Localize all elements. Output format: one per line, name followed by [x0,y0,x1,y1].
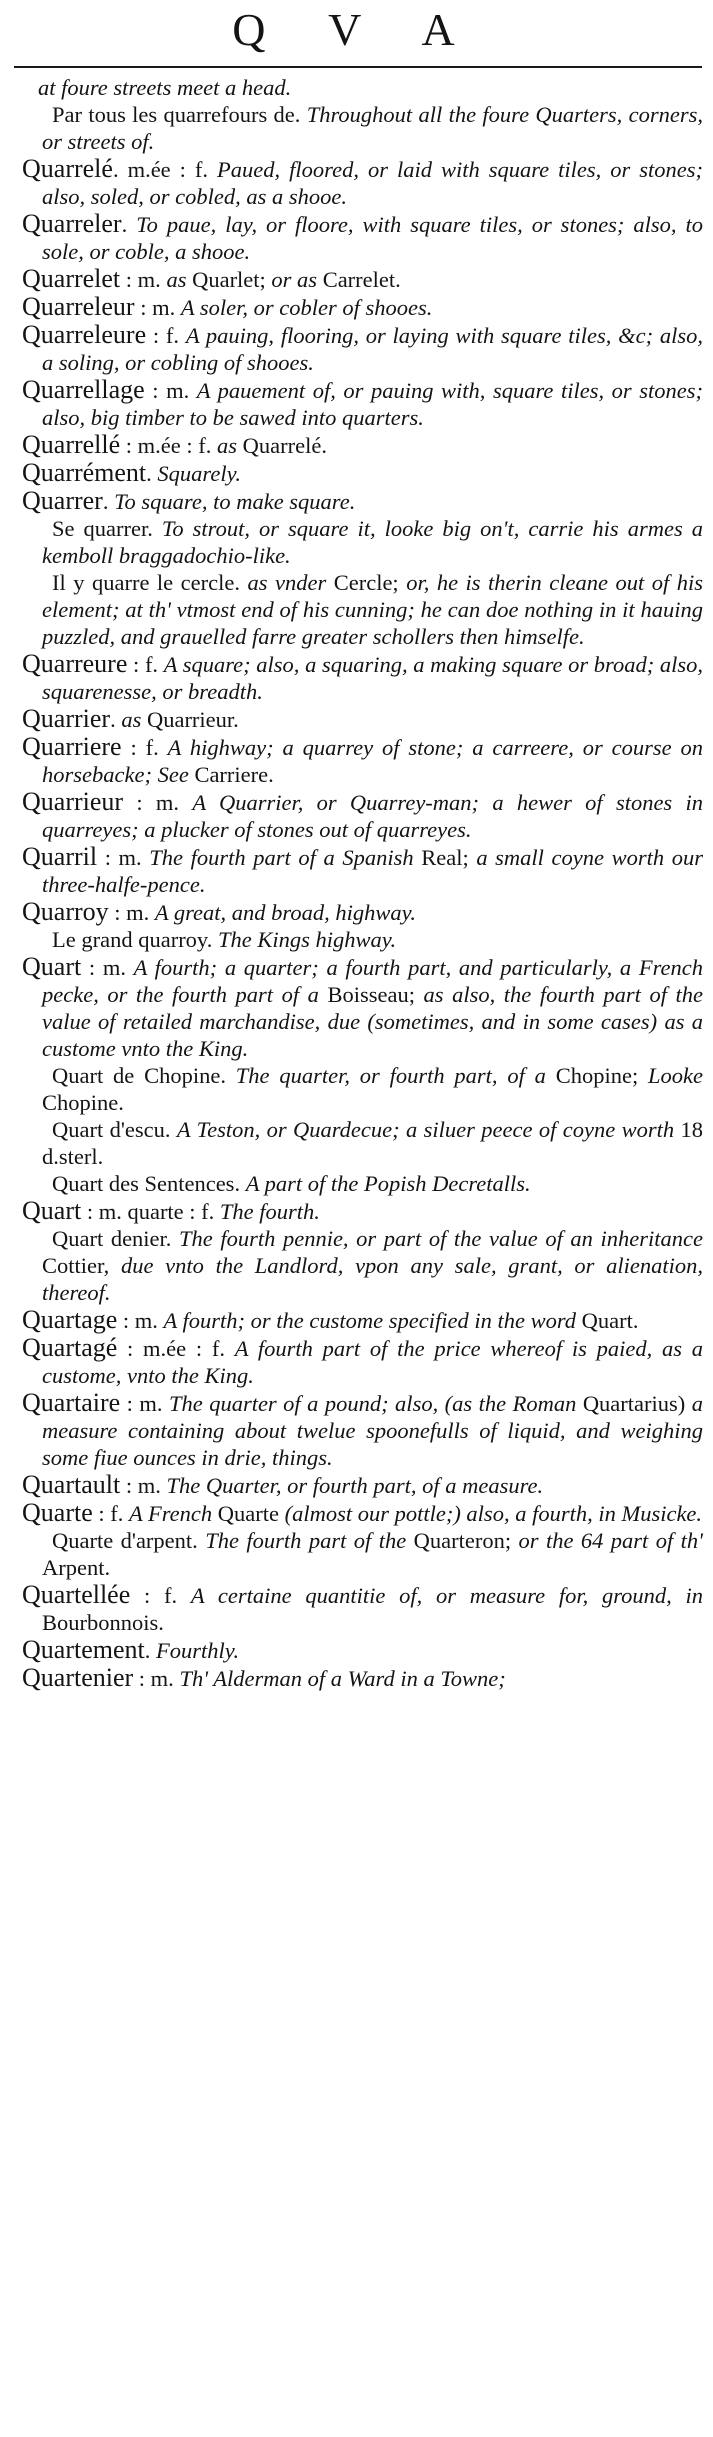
entry-text: : f. [130,1583,191,1608]
entry-definition: Fourthly. [155,1638,240,1663]
entry-definition: or the 64 part of th' [518,1528,703,1553]
dictionary-subentry [0,569,713,650]
entry-headword: Quarril [22,842,98,871]
entry-headword: Quart [22,1196,82,1225]
entry-text: : m. [134,295,181,320]
entry-headword: Quarrelet [22,264,121,293]
entry-headword: Quarrément [22,458,147,487]
entry-headword: Quarreleure [22,320,147,349]
entry-text: . [144,1638,156,1663]
entry-definition: The Quarter, or fourth part, of a measure. [166,1473,544,1498]
entry-definition: To strout, or square it, looke big on't, carrie his armes a kemboll braggadochio-like. [42,516,703,568]
dictionary-entry [0,1197,713,1225]
entry-text: Le grand quarroy. [52,927,218,952]
entry-headword: Quartage [22,1305,118,1334]
entry-text: Se quarrer. [52,516,162,541]
dictionary-entry [0,1499,713,1527]
entry-text: Quart des Sentences. [52,1171,246,1196]
entry-definition: The fourth part of the [205,1528,414,1553]
entry-text: Il y quarre le cercle. [52,570,248,595]
entry-text: Carriere. [194,762,274,787]
dictionary-subentry [0,1062,713,1116]
entry-definition: as [121,707,147,732]
entry-definition: Paued, floored, or laid with square tiles, or stones; also, soled, or cobled, as a shooe. [42,157,704,209]
entry-definition: A French [129,1501,218,1526]
entry-definition: A Quarrier, or Quarrey-man; a hewer of stones in quarreyes; a plucker of stones out of quarreyes. [42,790,703,842]
entry-headword: Quartement [22,1635,145,1664]
entry-headword: Quarreler [22,209,122,238]
entry-text: : f. [121,735,168,760]
entry-text: Par tous les [52,102,164,127]
dictionary-entry [0,843,713,898]
entry-text: Quartarius) [582,1391,692,1416]
dictionary-entry [0,1334,713,1389]
entry-text: Carrelet. [322,267,401,292]
dictionary-subentry [0,1225,713,1306]
entry-text: : m. [108,900,155,925]
entry-definition: A highway; a quarrey of stone; a carreere, or course on horsebacke; See [42,735,704,787]
entry-headword: Quarrieur [22,787,124,816]
entry-definition: A Teston, or Quardecue; a siluer peece of coyne worth [176,1117,681,1142]
entry-headword: Quartault [22,1470,121,1499]
entry-definition: The quarter, or fourth part, of a [235,1063,556,1088]
entry-definition: The fourth. [219,1199,320,1224]
entry-text: : f. [146,323,186,348]
page-header-title: Q V A [232,4,481,55]
dictionary-entry [0,1664,713,1692]
entry-definition: The quarter of a pound; also, (as the Roman [168,1391,583,1416]
dictionary-entry [0,459,713,487]
entry-headword: Quartagé [22,1333,118,1362]
dictionary-entry [0,898,713,926]
entry-definition: (almost our pottle;) also, a fourth, in Musicke. [284,1501,703,1526]
entry-definition: due vnto the Landlord, vpon any sale, grant, or alienation, thereof. [42,1253,703,1305]
dictionary-entry [0,1581,713,1636]
dictionary-subentry [0,1170,713,1197]
entry-text: Chopine. [42,1090,124,1115]
dictionary-subentry [0,74,713,101]
entry-definition: The fourth part of a Spanish [149,845,422,870]
entry-definition: as vnder [247,570,334,595]
entry-headword: Quartaire [22,1388,121,1417]
entry-text: : m.ée : f. [120,433,218,458]
dictionary-entry [0,733,713,788]
dictionary-entry [0,376,713,431]
entry-headword: Quarreure [22,649,128,678]
entry-text: Quarte d'arpent. [52,1528,206,1553]
dictionary-subentry [0,926,713,953]
dictionary-entry [0,1306,713,1334]
entry-definition: A fourth; or the custome specified in the word [163,1308,582,1333]
entry-headword: Quart [22,952,82,981]
entry-text: : m. [120,267,167,292]
entry-headword: Quarreleur [22,292,135,321]
dictionary-subentry [0,515,713,569]
entry-definition: as [166,267,193,292]
dictionary-subentry [0,1116,713,1170]
entry-text: Quart denier. [52,1226,180,1251]
entry-headword: Quartenier [22,1663,134,1692]
entry-definition: A soler, or cobler of shooes. [180,295,433,320]
entry-text: Quarrelé. [242,433,327,458]
entry-definition: A pauement of, or pauing with, square tiles, or stones; also, big timber to be sawed into quarters. [42,378,703,430]
entry-headword: Quarte [22,1498,93,1527]
entry-definition: as also, the fourth part of the value of retailed marchandise, due (sometimes, and in some cases) as a custome vnto the King. [42,982,703,1061]
dictionary-entry [0,788,713,843]
entry-text: Quarlet; [192,267,272,292]
dictionary-subentry [0,101,713,155]
header-rule [14,66,702,68]
entry-text: Cercle; [333,570,407,595]
dictionary-entry [0,293,713,321]
entry-text: : f. [92,1501,129,1526]
entry-definition: or as [271,267,323,292]
entry-definition: Looke [648,1063,704,1088]
entry-text: Chopine; [555,1063,649,1088]
entry-definition: Th' Alderman of a Ward in a Towne; [179,1666,506,1691]
dictionary-entry [0,650,713,705]
entry-definition: The Kings highway. [217,927,397,952]
entry-headword: Quarriere [22,732,122,761]
entry-text: . [110,707,122,732]
entry-definition: Throughout all the foure Quarters, corners, or streets of. [42,102,703,154]
dictionary-entry [0,431,713,459]
entry-text: quarrefours de. [163,102,307,127]
dictionary-entry [0,155,713,210]
entry-list [0,74,713,1692]
entry-text: Quarrieur. [146,707,239,732]
entry-text: . m.ée : f. [112,157,218,182]
entry-definition: A fourth part of the price whereof is paied, as a custome, vnto the King. [42,1336,703,1388]
entry-text: Bourbonnois. [42,1610,164,1635]
entry-text: : m. [120,1473,167,1498]
dictionary-entry [0,265,713,293]
entry-definition: To square, to make square. [114,489,356,514]
entry-headword: Quarrer [22,486,103,515]
dictionary-entry [0,1389,713,1471]
entry-text: . [146,461,158,486]
entry-text: Quart d'escu. [52,1117,177,1142]
entry-text: Quarteron; [413,1528,519,1553]
entry-definition: as [217,433,243,458]
entry-text: 18 d.sterl. [42,1117,703,1169]
dictionary-entry [0,210,713,265]
entry-text: : m. [120,1391,169,1416]
entry-definition: Squarely. [157,461,241,486]
entry-text: Quarte [217,1501,285,1526]
entry-text: : m. quarte : f. [81,1199,220,1224]
entry-text: : m. [133,1666,180,1691]
entry-text: : m.ée : f. [117,1336,235,1361]
entry-headword: Quarrellé [22,430,121,459]
dictionary-entry [0,1636,713,1664]
entry-text: Real; [421,845,477,870]
entry-definition: A part of the Popish Decretalls. [245,1171,531,1196]
dictionary-entry [0,1471,713,1499]
entry-text: . [102,489,115,514]
dictionary-subentry [0,1527,713,1581]
entry-text: . [121,212,137,237]
entry-text: Arpent. [42,1555,111,1580]
entry-definition: a small coyne worth our three-halfe-pence. [42,845,703,897]
entry-definition: or, he is therin cleane out of his element; at th' vtmost end of his cunning; he can doe nothing in it hauing puzzled, and grauelled farre greater schollers then himselfe. [42,570,703,649]
entry-text: : m. [144,378,197,403]
entry-definition: A square; also, a squaring, a making square or broad; also, squarenesse, or breadth. [42,652,703,704]
entry-definition: a measure containing about twelue spoonefulls of liquid, and weighing some fiue ounces in drie, things. [42,1391,703,1470]
entry-headword: Quartellée [22,1580,131,1609]
dictionary-entry [0,705,713,733]
entry-definition: To paue, lay, or floore, with square tiles, or stones; also, to sole, or coble, a shooe. [42,212,703,264]
entry-text: Quart de Chopine. [52,1063,236,1088]
dictionary-entry [0,487,713,515]
entry-text: : f. [127,652,164,677]
entry-text: : m. [81,955,134,980]
entry-definition: A pauing, flooring, or laying with square tiles, &c; also, a soling, or cobling of shooes. [42,323,703,375]
entry-headword: Quarrier [22,704,111,733]
entry-text: Cottier, [42,1253,121,1278]
entry-headword: Quarroy [22,897,109,926]
entry-text: : m. [97,845,150,870]
dictionary-entry [0,321,713,376]
entry-definition: at foure streets meet a head. [38,75,292,100]
entry-headword: Quarrelé [22,154,113,183]
entry-text: Quart. [581,1308,639,1333]
dictionary-entry [0,953,713,1062]
entry-definition: A certaine quantitie of, or measure for, ground, in [190,1583,703,1608]
entry-text: Boisseau; [327,982,424,1007]
entry-text: : m. [123,790,193,815]
entry-definition: A great, and broad, highway. [154,900,416,925]
entry-definition: The fourth pennie, or part of the value of an inheritance [179,1226,703,1251]
entry-headword: Quarrellage [22,375,145,404]
entry-text: : m. [117,1308,164,1333]
entry-definition: A fourth; a quarter; a fourth part, and particularly, a French pecke, or the fourth part of a [42,955,703,1007]
